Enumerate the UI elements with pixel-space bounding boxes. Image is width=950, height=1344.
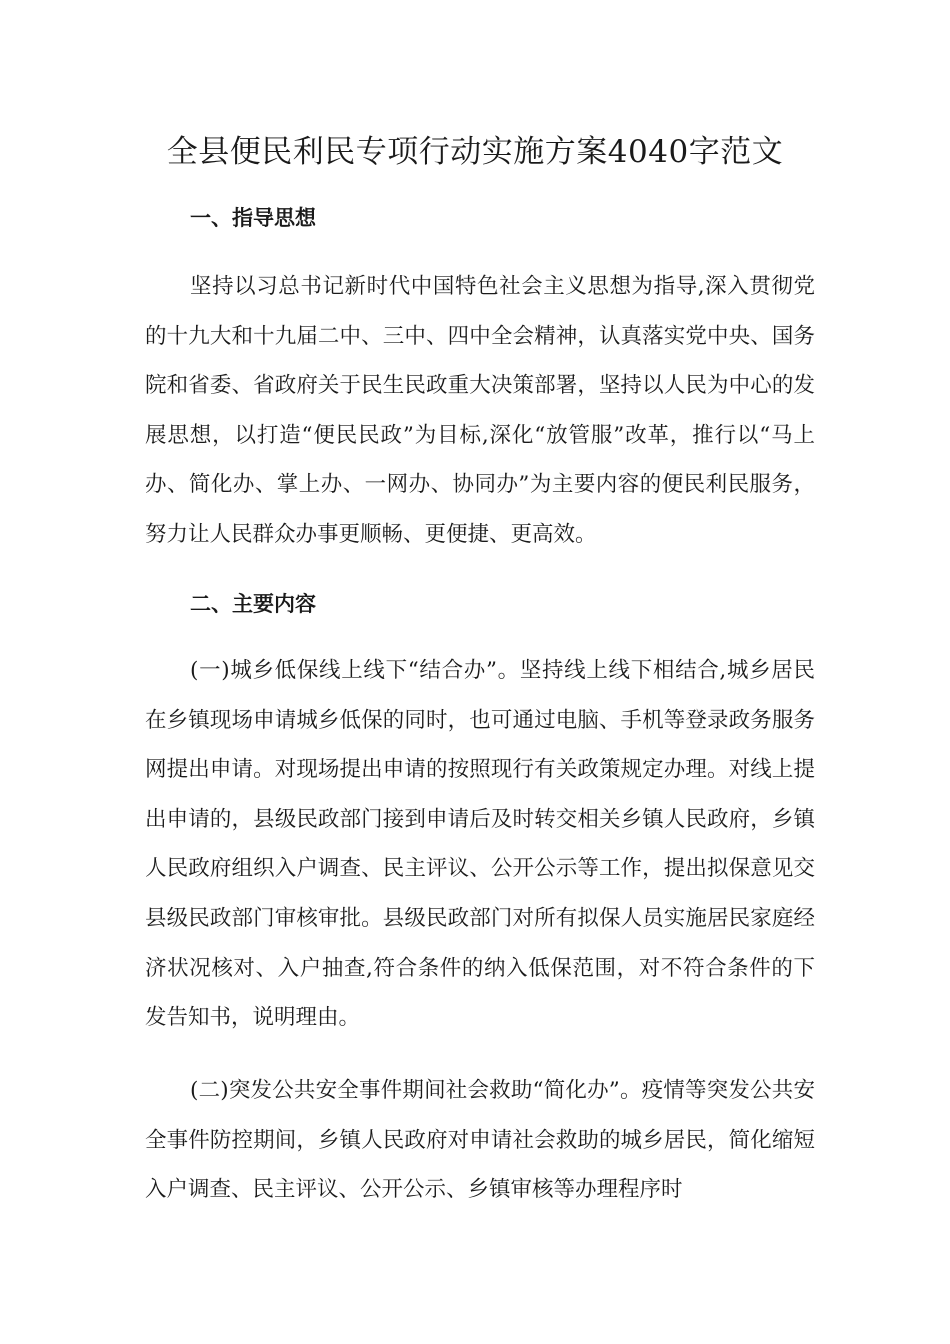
section-heading-main-content: 二、主要内容	[190, 592, 316, 616]
document-title: 全县便民利民专项行动实施方案4040字范文	[166, 134, 784, 170]
paragraph-item-2: (二)突发公共安全事件期间社会救助“简化办”。疫情等突发公共安全事件防控期间，乡镇人民政府对申请社会救助的城乡居民，简化缩短入户调查、民主评议、公开公示、乡镇审核等办理程序时	[145, 1078, 815, 1203]
paragraph-item-1: (一)城乡低保线上线下“结合办”。坚持线上线下相结合,城乡居民在乡镇现场申请城乡低保的同时，也可通过电脑、手机等登录政务服务网提出申请。对现场提出申请的按照现行有关政策规定办理。对线上提出申请的，县级民政部门接到申请后及时转交相关乡镇人民政府，乡镇人民政府组织入户调查、民主评议、公开公示等工作，提出拟保意见交县级民政部门审核审批。县级民政部门对所有拟保人员实施居民家庭经济状况核对、入户抽查,符合条件的纳入低保范围，对不符合条件的下发告知书，说明理由。	[145, 658, 815, 1031]
section-heading-guiding-ideology: 一、指导思想	[190, 206, 316, 230]
paragraph-guiding-ideology: 坚持以习总书记新时代中国特色社会主义思想为指导,深入贯彻党的十九大和十九届二中、三中、四中全会精神，认真落实党中央、国务院和省委、省政府关于民生民政重大决策部署，坚持以人民为中心的发展思想，以打造“便民民政”为目标,深化“放管服”改革，推行以“马上办、简化办、掌上办、一网办、协同办”为主要内容的便民利民服务，努力让人民群众办事更顺畅、更便捷、更高效。	[145, 274, 815, 547]
